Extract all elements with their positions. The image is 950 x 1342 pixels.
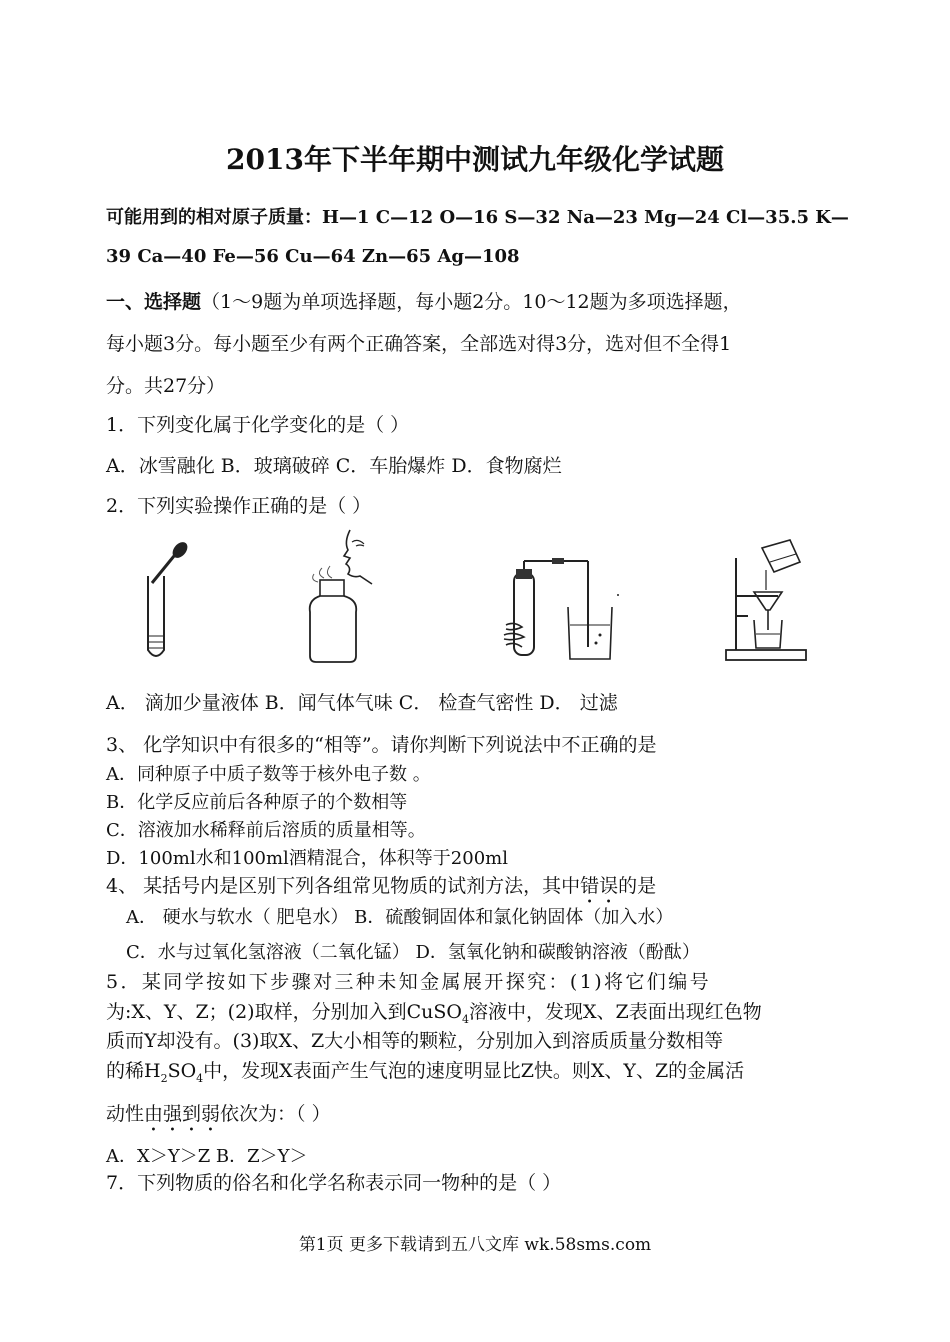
smell-gas-bottle-figure <box>300 528 380 668</box>
section1-note-2: 每小题3分。每小题至少有两个正确答案，全部选对得3分，选对但不全得1 <box>106 333 732 355</box>
q2-stem: 2．下列实验操作正确的是（ ） <box>106 495 372 517</box>
section1-line1 <box>106 287 742 314</box>
atomic-masses-line1: 可能用到的相对原子质量：H—1 C—12 O—16 S—32 Na—23 Mg—24 Cl—35.5 K— <box>106 207 849 228</box>
q5-line2-pre: 为:X、Y、Z；(2)取样，分别加入到CuSO <box>106 1001 462 1023</box>
q3-option-b: B．化学反应前后各种原子的个数相等 <box>106 792 408 813</box>
q5-line4-mid: SO <box>167 1060 197 1082</box>
q4-options-ab: A． 硬水与软水（ 肥皂水） B．硫酸铜固体和氯化钠固体（加入水） <box>126 907 674 928</box>
q3-stem: 3、 化学知识中有很多的“相等”。请你判断下列说法中不正确的是 <box>106 734 657 756</box>
dropper-test-tube-figure <box>130 538 200 668</box>
q3-option-c: C．溶液加水稀释前后溶质的质量相等。 <box>106 820 426 841</box>
q1-stem: 1．下列变化属于化学变化的是（ ） <box>106 414 410 436</box>
q4-options-cd: C．水与过氧化氢溶液（二氧化锰） D．氢氧化钠和碳酸钠溶液（酚酞） <box>126 942 700 963</box>
q5-line4-pre: 的稀H <box>106 1060 161 1082</box>
q4-stem-post: 的是 <box>618 875 657 897</box>
q1-options: A．冰雪融化 B．玻璃破碎 C．车胎爆炸 D．食物腐烂 <box>106 455 562 477</box>
q5-line5-post: 依次为：（ ） <box>220 1103 331 1125</box>
q5-line5-emphasis: 由强到弱 <box>144 1103 221 1125</box>
q5-line2-post: 溶液中，发现X、Z表面出现红色物 <box>468 1001 762 1023</box>
q5-options: A．X＞Y＞Z B．Z＞Y＞ <box>106 1146 308 1167</box>
q5-line4-sub2: 4 <box>196 1071 204 1085</box>
q5-line4 <box>106 1056 744 1085</box>
q5-line4-sub1: 2 <box>160 1071 168 1085</box>
q5-line2-sub: 4 <box>461 1012 469 1026</box>
air-tightness-figure <box>500 555 630 667</box>
section1-heading: 一、选择题 <box>106 291 202 313</box>
q5-line2 <box>106 997 762 1026</box>
q4-stem-pre: 4、 某括号内是区别下列各组常见物质的试剂方法，其中 <box>106 875 581 897</box>
q5-line1: 5．某同学按如下步骤对三种未知金属展开探究：(1)将它们编号 <box>106 971 712 993</box>
filtration-figure <box>718 538 818 663</box>
page-title: 2013年下半年期中测试九年级化学试题 <box>226 143 724 176</box>
q7-stem: 7．下列物质的俗名和化学名称表示同一物种的是（ ） <box>106 1172 562 1194</box>
page-footer: 第1页 更多下载请到五八文库 wk.58sms.com <box>298 1235 652 1255</box>
atomic-masses-line2: 39 Ca—40 Fe—56 Cu—64 Zn—65 Ag—108 <box>106 246 520 267</box>
q5-line4-post: 中，发现X表面产生气泡的速度明显比Z快。则X、Y、Z的金属活 <box>203 1060 745 1082</box>
section1-note-1: （1～9题为单项选择题，每小题2分。10～12题为多项选择题， <box>201 291 742 313</box>
q2-options: A． 滴加少量液体 B．闻气体气味 C． 检查气密性 D． 过滤 <box>106 692 618 714</box>
q5-line3: 质而Y却没有。(3)取X、Z大小相等的颗粒，分别加入到溶质质量分数相等 <box>106 1030 724 1052</box>
q4-stem-emphasis: 错误 <box>580 875 619 897</box>
q5-line5 <box>106 1099 331 1136</box>
q3-option-d: D．100ml水和100ml酒精混合，体积等于200ml <box>106 848 508 869</box>
q5-line5-pre: 动性 <box>106 1103 145 1125</box>
section1-note-3: 分。共27分） <box>106 375 226 397</box>
q3-option-a: A．同种原子中质子数等于核外电子数 。 <box>106 764 431 785</box>
